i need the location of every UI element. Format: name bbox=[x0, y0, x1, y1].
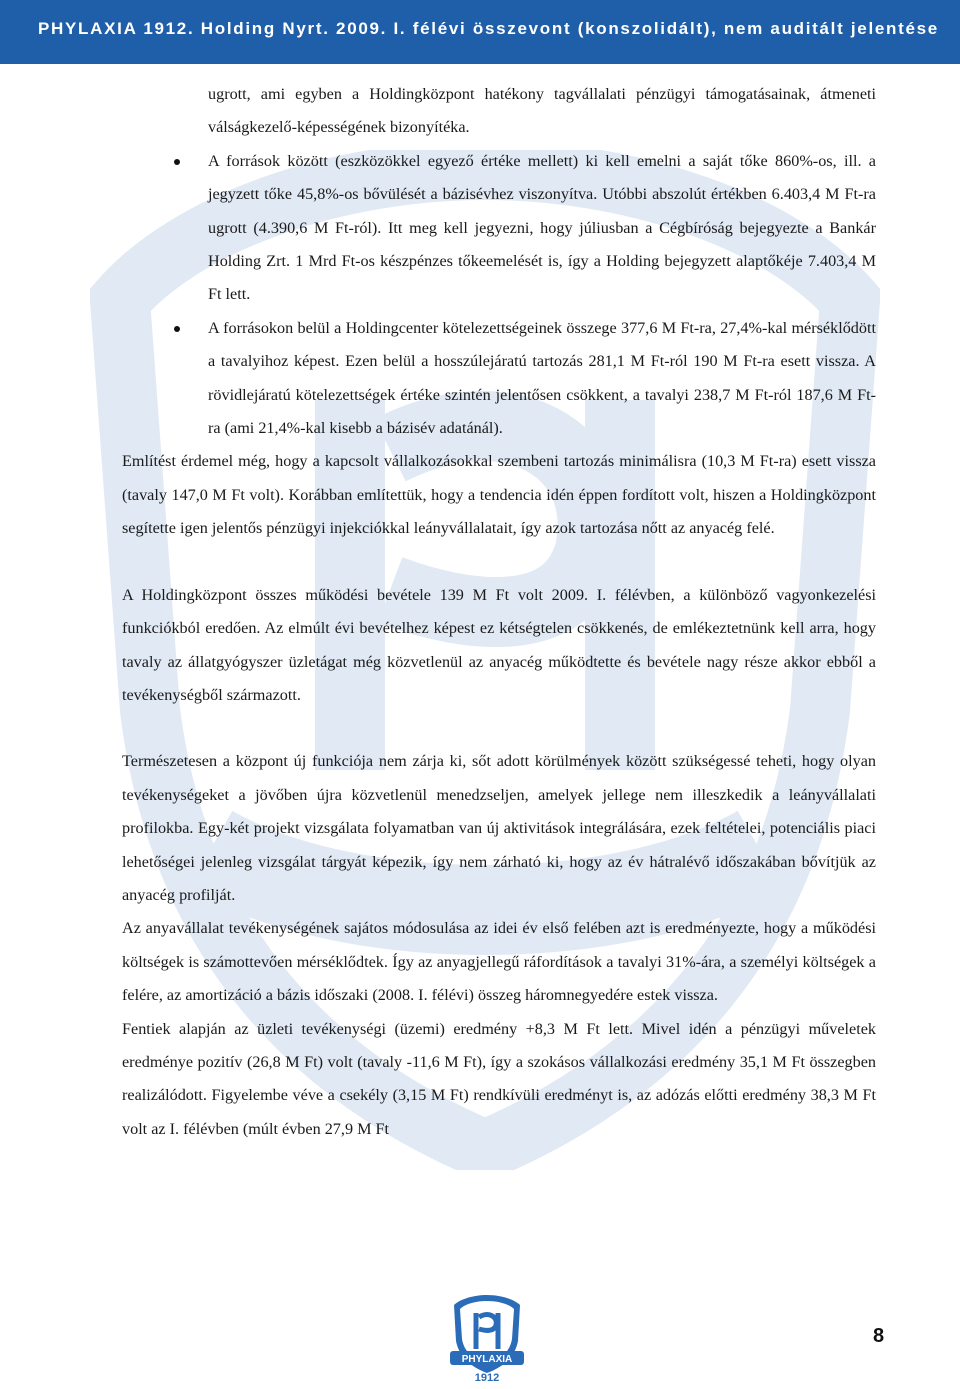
bullet-dot-icon bbox=[174, 326, 180, 332]
paragraph: A Holdingközpont összes működési bevétele 139 M Ft volt 2009. I. félévben, a különböző vagyonkezelési funkciókból eredően. Az elmúlt évi bevételhez képest ez kétségtelen csökkenés, de emlékeztetnünk kell arra, hogy tavaly az állatgyógyszer üzletágat még közvetlenül az anyacég működtette és bevétele nagy része akkor ebből a tevékenységből származott. bbox=[122, 585, 876, 704]
bullet-dot-icon bbox=[174, 159, 180, 165]
logo-year: 1912 bbox=[474, 1372, 500, 1384]
logo-wordmark: PHYLAXIA bbox=[461, 1354, 513, 1365]
phylaxia-logo bbox=[448, 1293, 526, 1385]
paragraph: Fentiek alapján az üzleti tevékenységi (üzemi) eredmény +8,3 M Ft lett. Mivel idén a pénzügyi műveletek eredménye pozitív (26,8 M Ft) volt (tavaly -11,6 M Ft), így a szokásos vállalkozási eredmény 35,1 M Ft összegben realizálódott. Figyelembe véve a csekély (3,15 M Ft) rendkívüli eredményt is, az adózás előtti eredmény 38,3 M Ft volt az I. félévben (múlt évben 27,9 M Ft bbox=[122, 1019, 876, 1138]
paragraph: Említést érdemel még, hogy a kapcsolt vállalkozásokkal szembeni tartozás minimálisra (10,3 M Ft-ra) esett vissza (tavaly 147,0 M Ft volt). Korábban említettük, hogy a tendencia idén éppen fordított volt, hiszen a Holdingközpont segítette igen jelentős pénzügyi injekciókkal leányvállalatait, így azok tartozása nőtt az anyacég felé. bbox=[122, 452, 876, 538]
bullet-item: A források között (eszközökkel egyező értéke mellett) ki kell emelni a saját tőke 860%-os, ill. a jegyzett tőke 45,8%-os bővülését a bázisévhez viszonyítva. Utóbbi abszolút értékben 6.403,4 M Ft-ra ugrott (4.390,6 M Ft-ról). Itt meg kell jegyezni, hogy júliusban a Cégbíróság bejegyezte a Bankár Holding Zrt. 1 Mrd Ft-os készpénzes tőkeemelését is, így a Holding bejegyzett alaptőkéje 7.403,4 M Ft lett. bbox=[122, 145, 876, 312]
paragraph-spacer bbox=[122, 712, 876, 745]
paragraph: Az anyavállalat tevékenységének sajátos módosulása az idei év első felében azt is eredményezte, hogy a működési költségek is számottevően mérséklődtek. Így az anyagjellegű ráfordítások a tavalyi 31%-ára, a személyi költségek a felére, az amortizáció a bázis időszaki (2008. I. félévi) összeg háromnegyedére estek vissza. bbox=[122, 919, 876, 1005]
paragraph: Természetesen a központ új funkciója nem zárja ki, sőt adott körülmények között szükségessé teheti, hogy olyan tevékenységeket a jövőben újra közvetlenül menedzseljen, amelyek jellege nem illeszkedik a leányvállalati profilokba. Egy-két projekt vizsgálata folyamatban van új aktivitások integrálására, ezek feltételei, potenciális piaci lehetőségei jelenleg vizsgálat tárgyát képezik, így nem zárható ki, hogy az év hátralévő időszakában bővítjük az anyacég profilját. bbox=[122, 752, 876, 904]
document-body bbox=[122, 78, 876, 1146]
bullet-item-continued: ugrott, ami egyben a Holdingközpont hatékony tagvállalati pénzügyi támogatásainak, átmeneti válságkezelő-képességének bizonyítéka. bbox=[208, 85, 876, 137]
bullet-item: A forrásokon belül a Holdingcenter kötelezettségeinek összege 377,6 M Ft-ra, 27,4%-kal mérséklődött a tavalyihoz képest. Ezen belül a hosszúlejáratú tartozás 281,1 M Ft-ról 190 M Ft-ra esett vissza. A rövidlejáratú kötelezettségek értéke szintén jelentősen csökkent, a tavalyi 238,7 M Ft-ról 187,6 M Ft-ra (ami 21,4%-kal kisebb a bázisév adatánál). bbox=[122, 312, 876, 446]
document-header-title: PHYLAXIA 1912. Holding Nyrt. 2009. I. félévi összevont (konszolidált), nem auditált jelentése bbox=[38, 19, 939, 38]
paragraph-spacer bbox=[122, 546, 876, 579]
bullet-list bbox=[122, 78, 876, 445]
header-bar bbox=[0, 0, 960, 64]
page-number: 8 bbox=[873, 1325, 885, 1347]
